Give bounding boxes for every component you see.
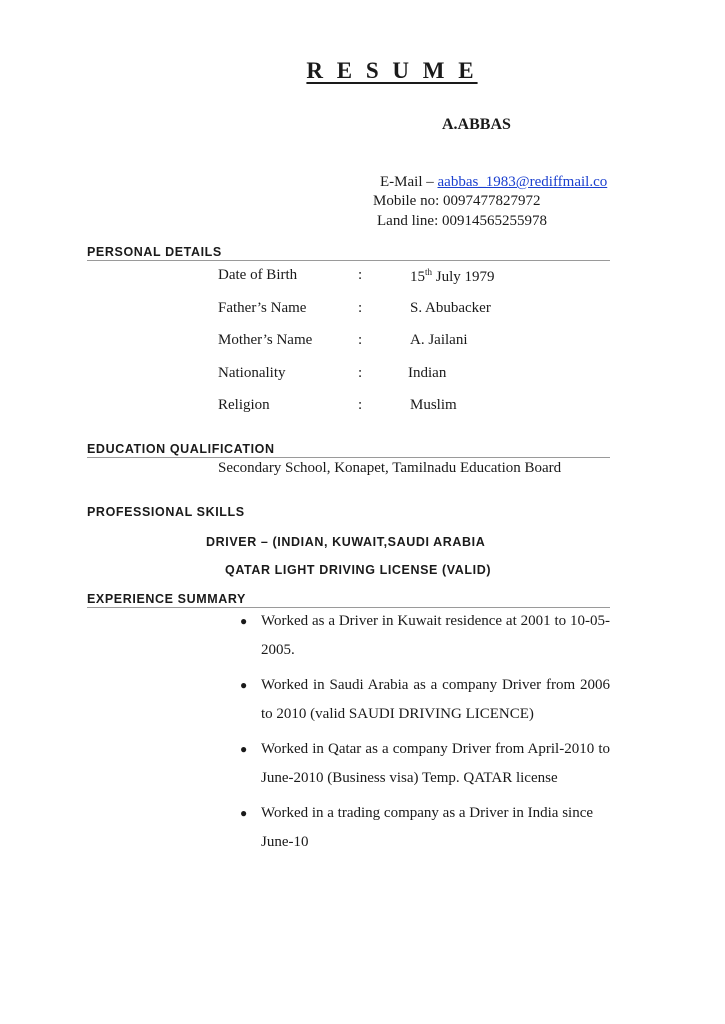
section-heading-experience: EXPERIENCE SUMMARY: [87, 592, 610, 608]
landline-number: Land line: 00914565255978: [377, 213, 547, 229]
bullet-icon: ●: [240, 614, 248, 628]
mobile-number: Mobile no: 0097477827972: [373, 193, 541, 209]
experience-text: Worked in Saudi Arabia as a company Driver from 2006 to 2010 (valid SAUDI DRIVING LICENCE): [261, 677, 610, 722]
experience-list: [238, 607, 610, 863]
colon: :: [358, 365, 363, 381]
colon: :: [358, 332, 363, 348]
dob-value: 15th July 1979: [410, 267, 495, 285]
experience-text: Worked in a trading company as a Driver in India since June-10: [261, 805, 594, 850]
personal-label: Date of Birth: [218, 267, 298, 283]
skill-line: QATAR LIGHT DRIVING LICENSE (VALID): [225, 563, 492, 577]
skill-line: DRIVER – (INDIAN, KUWAIT,SAUDI ARABIA: [206, 535, 486, 549]
candidate-name: A.ABBAS: [442, 116, 511, 133]
email-line: [380, 174, 607, 191]
section-heading-education: EDUCATION QUALIFICATION: [87, 442, 610, 458]
section-heading-skills: PROFESSIONAL SKILLS: [87, 505, 245, 519]
experience-text: Worked as a Driver in Kuwait residence at 2001 to 10-05-2005.: [261, 613, 610, 658]
list-item: [238, 607, 610, 664]
colon: :: [358, 300, 363, 316]
colon: :: [358, 267, 363, 283]
colon: :: [358, 397, 363, 413]
list-item: [238, 671, 610, 728]
bullet-icon: ●: [240, 678, 248, 692]
education-text: Secondary School, Konapet, Tamilnadu Education Board: [218, 460, 562, 476]
personal-value: Indian: [408, 365, 447, 381]
personal-label: Religion: [218, 397, 270, 413]
personal-label: Mother’s Name: [218, 332, 313, 348]
bullet-icon: ●: [240, 806, 248, 820]
personal-value: S. Abubacker: [410, 300, 491, 316]
personal-label: Father’s Name: [218, 300, 307, 316]
section-heading-personal: PERSONAL DETAILS: [87, 245, 610, 261]
bullet-icon: ●: [240, 742, 248, 756]
personal-label: Nationality: [218, 365, 286, 381]
list-item: [238, 799, 610, 856]
personal-value: Muslim: [410, 397, 457, 413]
list-item: [238, 735, 610, 792]
resume-title: R E S U M E: [306, 58, 478, 83]
personal-value: A. Jailani: [410, 332, 468, 348]
experience-text: Worked in Qatar as a company Driver from April-2010 to June-2010 (Business visa) Temp. QATAR license: [261, 741, 610, 786]
email-label: E-Mail –: [380, 174, 438, 190]
email-link[interactable]: aabbas_1983@rediffmail.co: [437, 174, 608, 190]
